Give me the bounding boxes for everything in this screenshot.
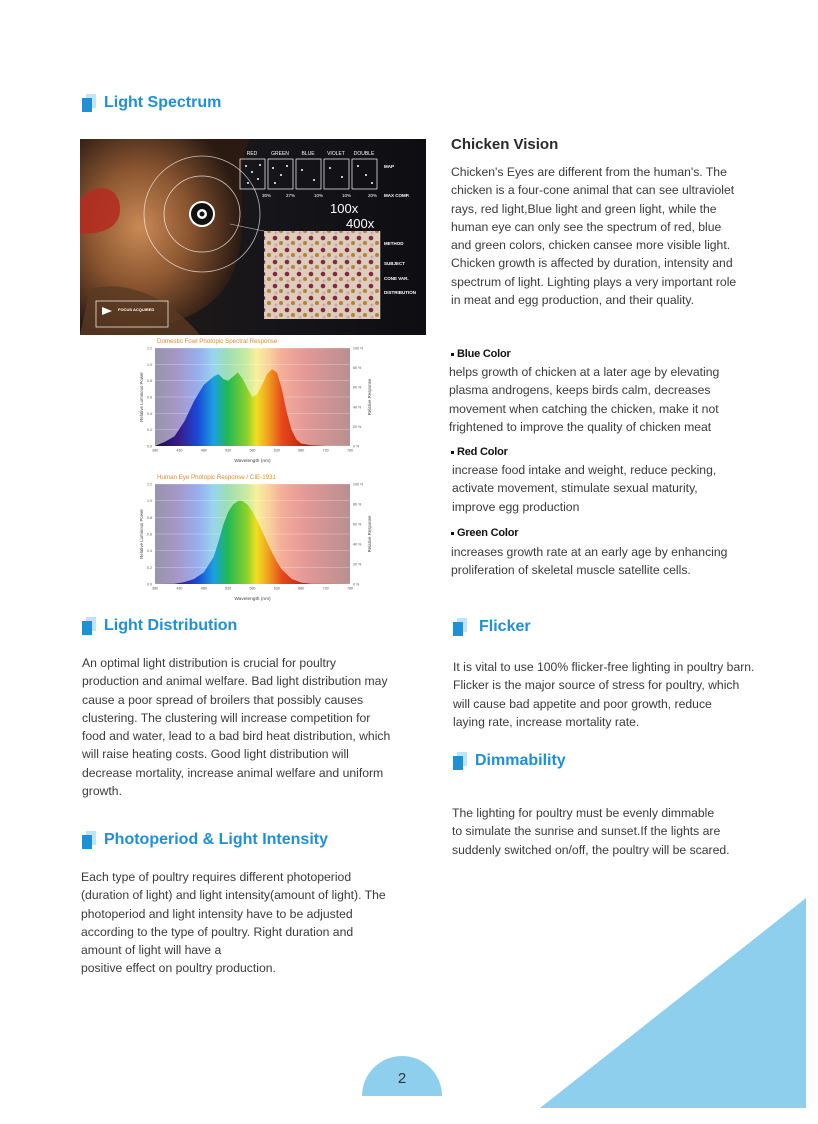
light-distribution-heading (82, 617, 237, 635)
x-tick-label: 680 (298, 586, 305, 591)
section-marker-icon (82, 617, 96, 635)
chicken-vision-title: Chicken Vision (451, 136, 559, 153)
green-color-text (451, 543, 756, 580)
section-marker-icon (453, 752, 467, 770)
x-tick-label: 630 (273, 586, 280, 591)
light-spectrum-heading (82, 94, 221, 112)
y-tick-label: 0.0 (147, 444, 152, 449)
chart-title: Domestic Fowl Photopic Spectral Response (157, 338, 278, 345)
photo-label-red: RED (246, 151, 258, 157)
side-label: DISTRIBUTION (384, 290, 416, 295)
y-tick-label: 0.6 (147, 395, 152, 400)
text-line: improve egg production (452, 499, 580, 514)
side-label: CONE VAR. (384, 276, 409, 281)
y2-tick-label: 60 % (353, 385, 362, 390)
y-tick-label: 0.6 (147, 532, 152, 537)
y-tick-label: 0.8 (147, 515, 152, 520)
text-line: photoperiod and light intensity have to be adjusted (81, 906, 353, 921)
bullet-icon (451, 353, 454, 356)
chart-title: Human Eye Photopic Response / CIE-1931 (157, 474, 277, 481)
fowl-spectral-chart (135, 336, 375, 466)
x-tick-label: 580 (249, 586, 256, 591)
text-line: clustering. The clustering will increase competition for (82, 710, 371, 725)
text-line: movement when catching the chicken, make it not (449, 401, 719, 416)
section-title: Light Spectrum (104, 94, 222, 111)
y-tick-label: 1.0 (147, 499, 152, 504)
dimmability-text (452, 804, 756, 859)
x-tick-label: 430 (176, 586, 183, 591)
text-line: Flicker is the major source of stress for poultry, which (453, 678, 740, 693)
page-number: 2 (362, 1056, 442, 1096)
y2-tick-label: 0 % (353, 582, 360, 587)
y2-tick-label: 40 % (353, 405, 362, 410)
x-tick-label: 780 (347, 586, 353, 591)
photo-percent: 10% (314, 193, 324, 198)
x-axis-label: Wavelength (nm) (234, 459, 271, 464)
subheading-text: Green Color (457, 527, 519, 539)
y2-tick-label: 20 % (353, 562, 362, 567)
bullet-icon (451, 451, 454, 454)
y2-tick-label: 0 % (353, 444, 360, 449)
x-tick-label: 530 (225, 586, 232, 591)
y2-tick-label: 100 % (353, 482, 364, 487)
y2-axis-label: Relative Response (367, 515, 372, 553)
section-marker-icon (453, 618, 467, 636)
x-tick-label: 730 (322, 586, 329, 591)
bullet-icon (451, 532, 454, 535)
y2-tick-label: 40 % (353, 542, 362, 547)
x-tick-label: 680 (298, 448, 305, 453)
y-tick-label: 1.2 (147, 346, 152, 351)
x-tick-label: 480 (200, 586, 207, 591)
text-line: rays, red light,Blue light and green light, while the (451, 201, 717, 216)
y-axis-label: Relative Luminous Power (139, 509, 144, 559)
human-spectral-chart (135, 472, 375, 604)
photo-label-violet: VIOLET (327, 151, 345, 157)
text-line: to simulate the sunrise and sunset.If the lights are (452, 824, 721, 839)
x-tick-label: 730 (322, 448, 329, 453)
x-tick-label: 780 (347, 448, 353, 453)
flicker-heading (453, 618, 531, 636)
x-tick-label: 380 (152, 586, 158, 591)
text-line: laying rate, increase mortality rate. (453, 714, 640, 729)
side-label: MAX COMP. (384, 193, 410, 198)
light-distribution-text (82, 654, 399, 800)
photo-percent: 30% (262, 193, 272, 198)
text-line: positive effect on poultry production. (81, 961, 276, 976)
text-line: The lighting for poultry must be evenly dimmable (452, 806, 715, 820)
photo-label-double: DOUBLE (353, 151, 375, 157)
x-tick-label: 480 (200, 448, 207, 453)
photoperiod-heading (82, 831, 328, 849)
y2-tick-label: 80 % (353, 366, 362, 371)
x-tick-label: 630 (273, 448, 280, 453)
text-line: increase food intake and weight, reduce pecking, (452, 463, 717, 477)
y-tick-label: 0.4 (147, 549, 152, 554)
photo-label-green: GREEN (271, 151, 289, 157)
photo-label-blue: BLUE (301, 151, 315, 157)
dimmability-heading (453, 752, 566, 770)
text-line: suddenly switched on/off, the poultry will be scared. (452, 842, 730, 857)
flicker-text (453, 658, 756, 731)
subheading-text: Blue Color (457, 348, 511, 360)
y-tick-label: 0.8 (147, 379, 152, 384)
x-tick-label: 580 (249, 448, 256, 453)
red-color-text (452, 461, 757, 516)
text-line: will raise heating costs. Good light distribution will (82, 747, 349, 762)
photo-percent: 10% (342, 193, 352, 198)
text-line: An optimal light distribution is crucial for poultry (82, 656, 337, 670)
text-line: decrease mortality, increase animal welfare and uniform (82, 765, 384, 780)
chicken-vision-text (451, 163, 756, 309)
text-line: human eye can only see the spectrum of red, blue (451, 219, 722, 234)
text-line: amount of light will have a (81, 943, 222, 958)
text-line: helps growth of chicken at a later age by elevating (449, 365, 720, 379)
text-line: food and water, lead to a bad bird heat distribution, which (82, 729, 391, 744)
text-line: Each type of poultry requires different photoperiod (81, 870, 352, 884)
text-line: Chicken's Eyes are different from the human's. The (451, 165, 727, 179)
text-line: growth. (82, 784, 122, 799)
y-tick-label: 0.0 (147, 582, 152, 587)
text-line: It is vital to use 100% flicker-free lighting in poultry barn. (453, 660, 755, 674)
y2-tick-label: 80 % (353, 502, 362, 507)
photo-percent: 27% (286, 193, 296, 198)
y-tick-label: 1.2 (147, 482, 152, 487)
section-marker-icon (82, 94, 96, 112)
y2-tick-label: 100 % (353, 346, 364, 351)
red-color-title (451, 446, 508, 458)
subheading-text: Red Color (457, 446, 508, 458)
photo-percent: 20% (368, 193, 378, 198)
text-line: spectrum of light. Lighting plays a very important role (451, 274, 737, 289)
blue-color-text (449, 363, 757, 436)
text-line: production and animal welfare. Bad light distribution may (82, 674, 388, 689)
text-line: activate movement, stimulate sexual maturity, (452, 481, 698, 496)
blue-color-title (451, 348, 511, 360)
text-line: proliferation of skeletal muscle satellite cells. (451, 563, 691, 578)
text-line: cause a poor spread of broilers that possibly causes (82, 692, 364, 707)
text-line: (duration of light) and light intensity(amount of light). The (81, 888, 386, 903)
y-tick-label: 0.2 (147, 428, 152, 433)
text-line: increases growth rate at an early age by enhancing (451, 545, 728, 559)
side-label: METHOD (384, 241, 404, 246)
text-line: plasma androgens, keeps birds calm, decreases (449, 383, 711, 398)
side-label: MAP (384, 164, 394, 169)
y-tick-label: 1.0 (147, 362, 152, 367)
text-line: according to the type of poultry. Right duration and (81, 924, 354, 939)
y2-tick-label: 20 % (353, 424, 362, 429)
decorative-triangle (540, 898, 806, 1108)
section-title: Dimmability (475, 752, 566, 769)
chicken-eye-photo (80, 139, 426, 335)
side-label: SUBJECT (384, 261, 406, 266)
text-line: Chicken growth is affected by duration, intensity and (451, 256, 733, 271)
focus-label: FOCUS ACQUIRED (118, 307, 155, 312)
x-axis-label: Wavelength (nm) (234, 597, 271, 602)
text-line: frightened to improve the quality of chicken meat (449, 419, 712, 434)
y2-tick-label: 60 % (353, 522, 362, 527)
zoom-100x: 100x (330, 201, 359, 216)
y2-axis-label: Relative Response (367, 378, 372, 416)
text-line: in meat and egg production, and their quality. (451, 293, 695, 308)
x-tick-label: 530 (225, 448, 232, 453)
section-title: Photoperiod & Light Intensity (104, 831, 328, 848)
x-tick-label: 380 (152, 448, 158, 453)
section-title: Light Distribution (104, 617, 238, 634)
y-tick-label: 0.2 (147, 565, 152, 570)
section-title: Flicker (479, 618, 531, 635)
text-line: and green colors, chicken cansee more visible light. (451, 238, 731, 253)
text-line: will cause bad appetite and poor growth, reduce (453, 696, 712, 711)
green-color-title (451, 527, 518, 539)
photoperiod-text (81, 868, 401, 978)
text-line: chicken is a four-cone animal that can see ultraviolet (451, 183, 735, 198)
y-tick-label: 0.4 (147, 411, 152, 416)
section-marker-icon (82, 831, 96, 849)
x-tick-label: 430 (176, 448, 183, 453)
zoom-400x: 400x (346, 216, 375, 231)
y-axis-label: Relative Luminous Power (139, 372, 144, 422)
